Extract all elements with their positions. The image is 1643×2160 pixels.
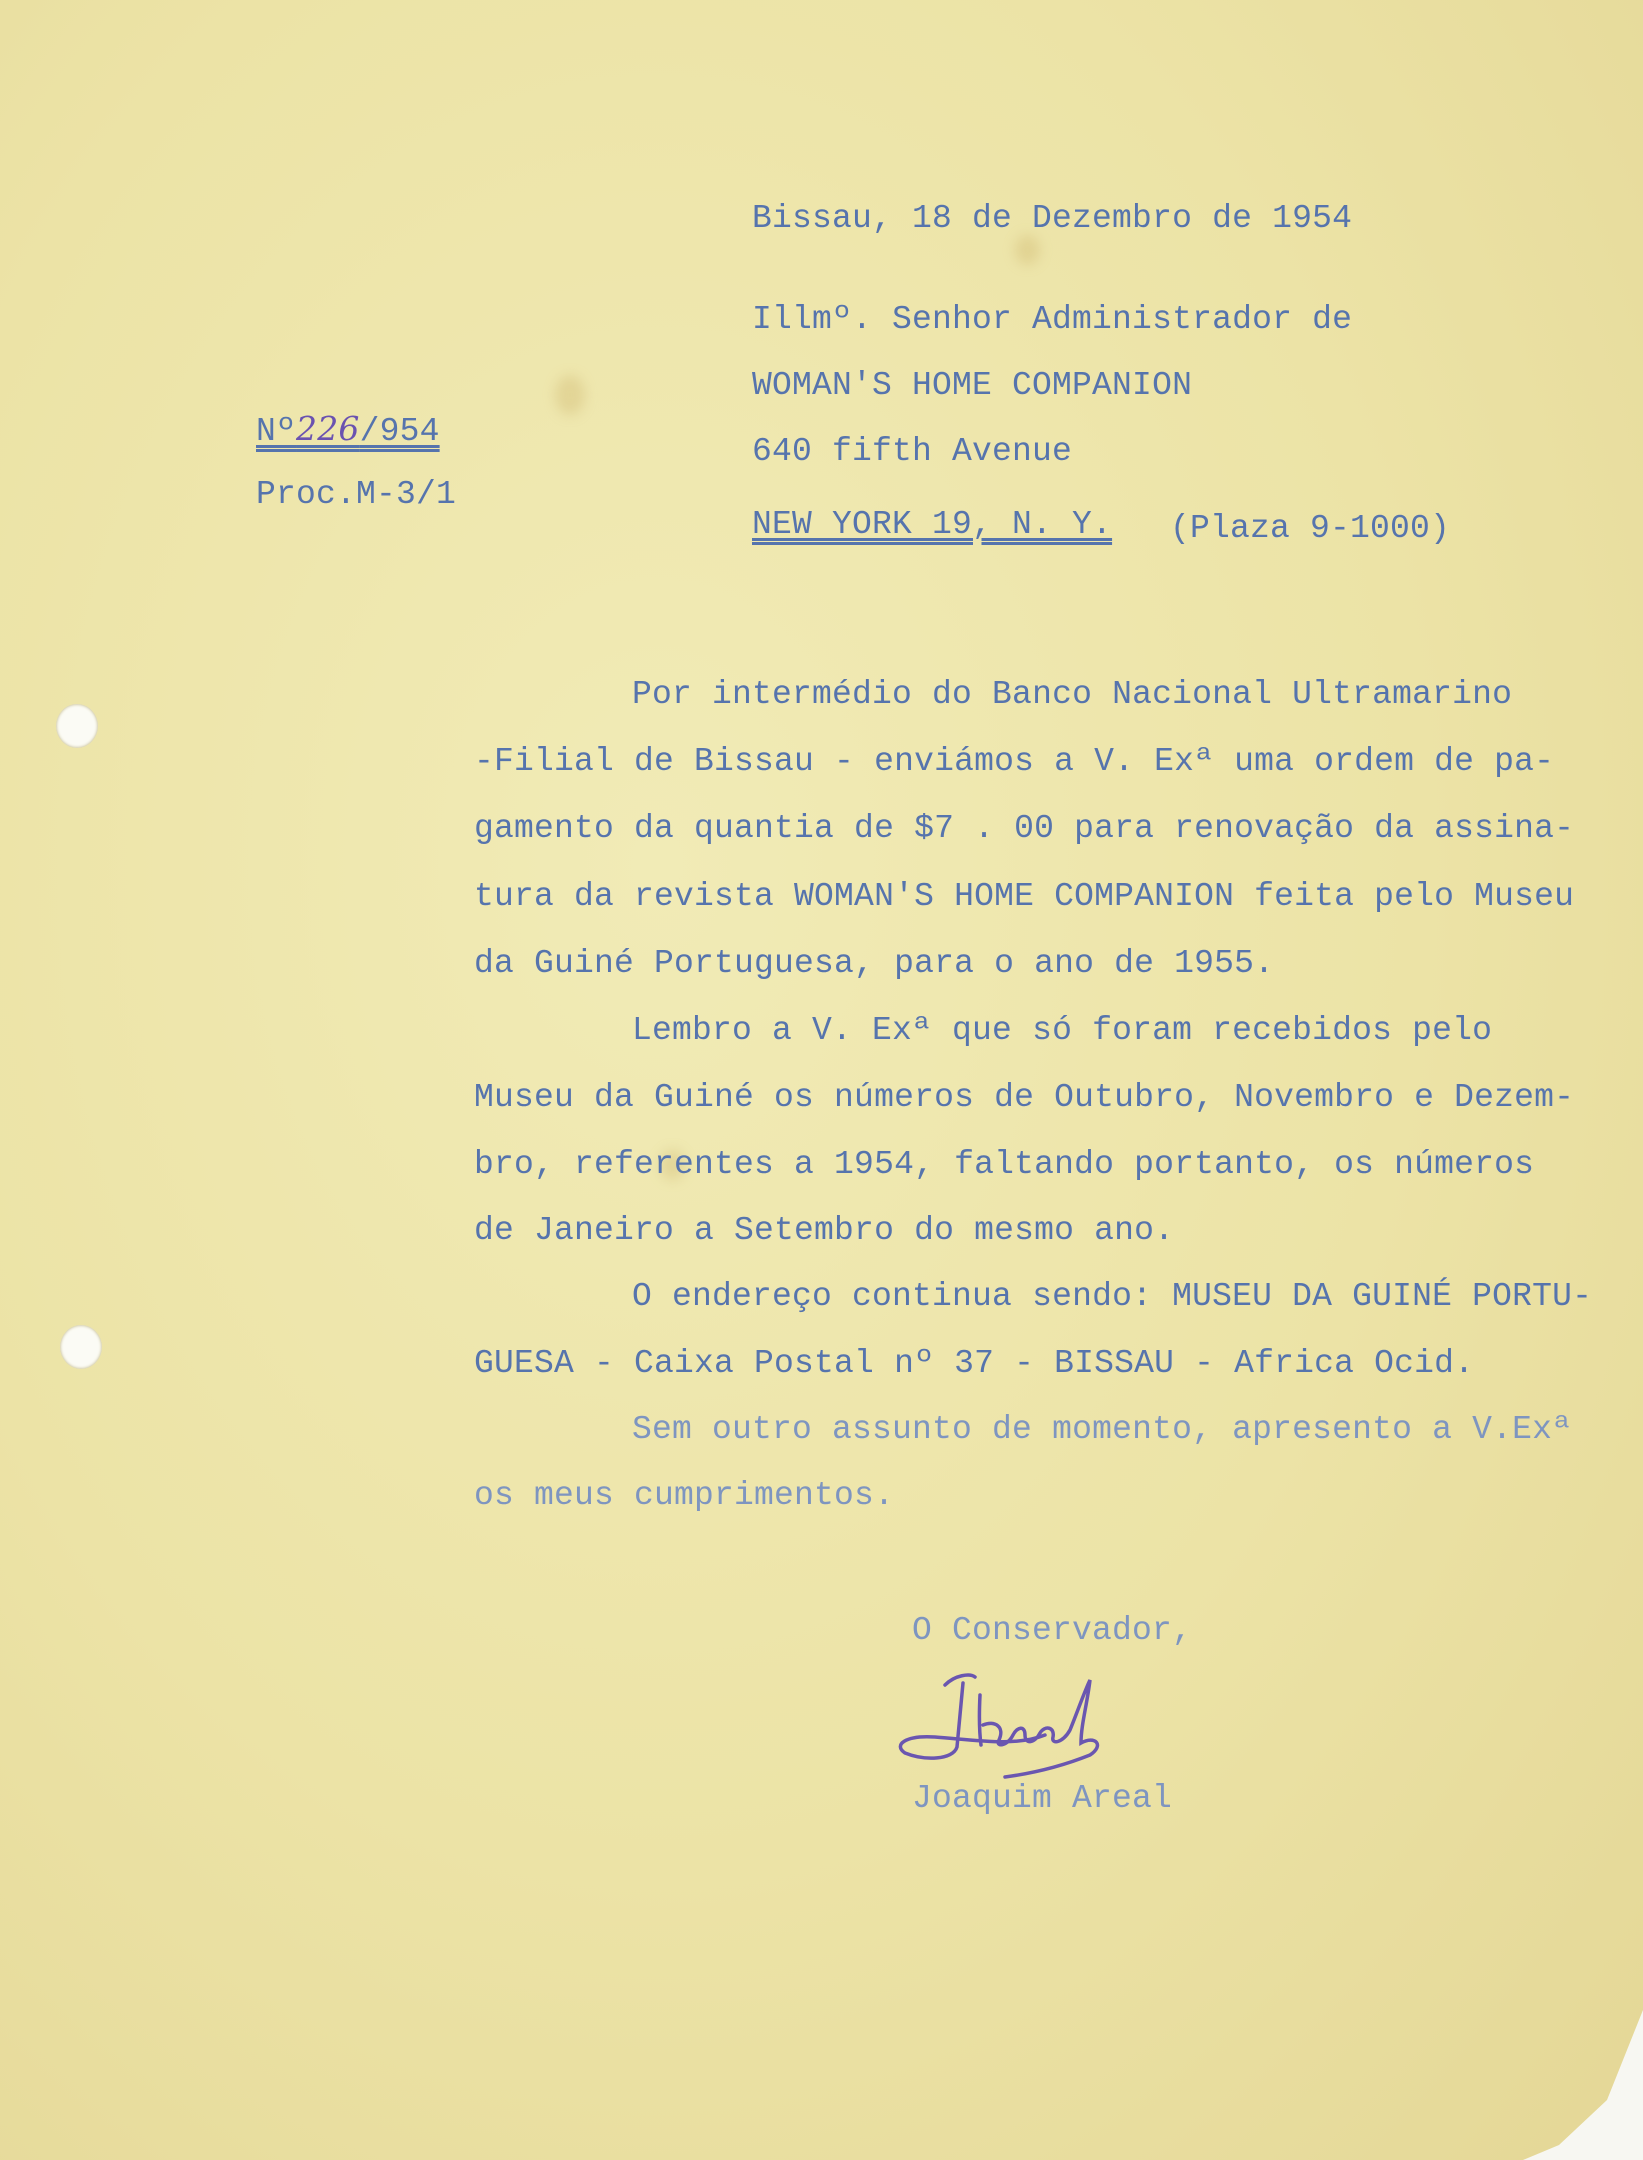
- body-line: Lembro a V. Exª que só foram recebidos pelo: [632, 1012, 1493, 1049]
- body-line: GUESA - Caixa Postal nº 37 - BISSAU - Africa Ocid.: [474, 1345, 1475, 1382]
- addressee-line: 640 fifth Avenue: [752, 433, 1073, 470]
- closing: O Conservador,: [912, 1612, 1193, 1649]
- process-number: Proc.M-3/1: [256, 476, 457, 513]
- date-line: Bissau, 18 de Dezembro de 1954: [752, 200, 1353, 237]
- body-line: O endereço continua sendo: MUSEU DA GUINÉ PORTU-: [632, 1278, 1593, 1315]
- addressee-phone: (Plaza 9-1000): [1170, 510, 1451, 547]
- body-line: Museu da Guiné os números de Outubro, Novembro e Dezem-: [474, 1079, 1575, 1116]
- addressee-city: NEW YORK 19, N. Y.: [752, 506, 1113, 543]
- body-line: Sem outro assunto de momento, apresento a V.Exª: [632, 1411, 1573, 1448]
- body-line: de Janeiro a Setembro do mesmo ano.: [474, 1212, 1175, 1249]
- body-line: bro, referentes a 1954, faltando portanto, os números: [474, 1146, 1535, 1183]
- addressee-line: WOMAN'S HOME COMPANION: [752, 367, 1193, 404]
- punch-hole: [56, 704, 98, 748]
- reference-number: Nº226/954: [256, 409, 440, 450]
- body-line: Por intermédio do Banco Nacional Ultramarino: [632, 676, 1513, 713]
- body-line: -Filial de Bissau - enviámos a V. Exª uma ordem de pa-: [474, 743, 1555, 780]
- body-line: gamento da quantia de $7 . 00 para renovação da assina-: [474, 810, 1575, 847]
- signature: [895, 1665, 1180, 1780]
- addressee-line: Illmº. Senhor Administrador de: [752, 301, 1353, 338]
- body-line: tura da revista WOMAN'S HOME COMPANION feita pelo Museu: [474, 878, 1575, 915]
- signatory-name: Joaquim Areal: [912, 1780, 1173, 1817]
- body-line: os meus cumprimentos.: [474, 1477, 895, 1514]
- body-line: da Guiné Portuguesa, para o ano de 1955.: [474, 945, 1275, 982]
- torn-corner: [1523, 2010, 1643, 2160]
- punch-hole: [60, 1325, 102, 1369]
